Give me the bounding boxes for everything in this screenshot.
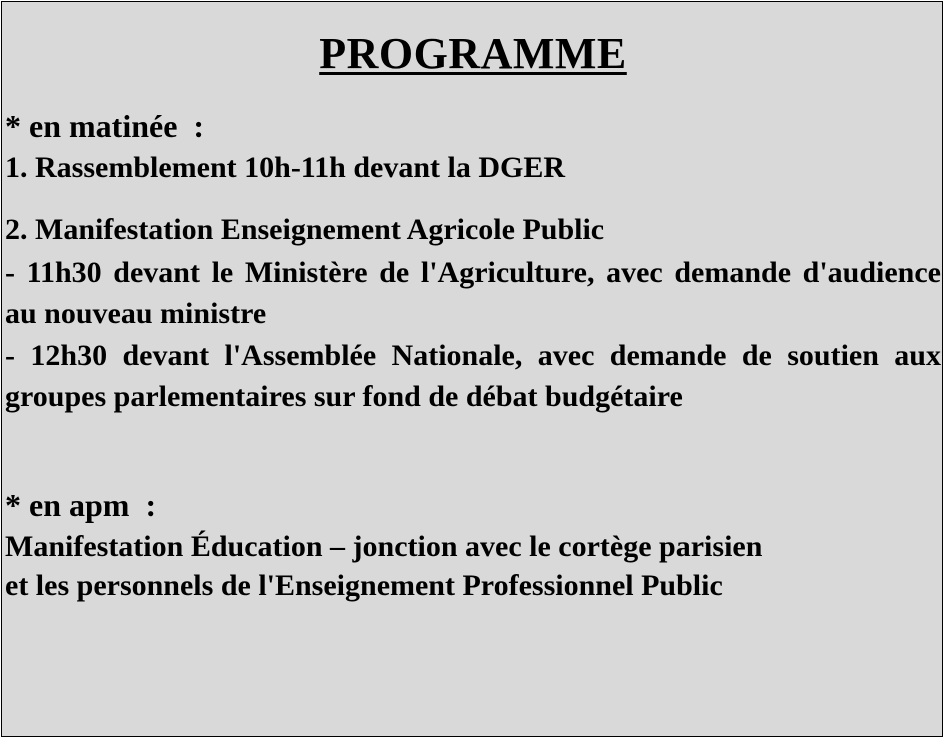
morning-sub-item-2: - 12h30 devant l'Assemblée Nationale, avec demande de soutien aux groupes parlementaires sur fond de débat budgétaire <box>5 339 941 413</box>
morning-heading: * en matinée : <box>5 108 205 144</box>
afternoon-line-1: Manifestation Éducation – jonction avec le cortège parisien <box>5 530 763 563</box>
afternoon-heading: * en apm : <box>5 487 157 523</box>
programme-panel <box>1 1 943 737</box>
morning-sub-item-1: - 11h30 devant le Ministère de l'Agriculture, avec demande d'audience au nouveau ministre <box>5 256 941 330</box>
page-title: PROGRAMME <box>319 29 627 78</box>
afternoon-line-2: et les personnels de l'Enseignement Professionnel Public <box>5 569 723 602</box>
morning-item-1: 1. Rassemblement 10h-11h devant la DGER <box>5 151 566 184</box>
morning-item-2: 2. Manifestation Enseignement Agricole Public <box>5 213 605 246</box>
